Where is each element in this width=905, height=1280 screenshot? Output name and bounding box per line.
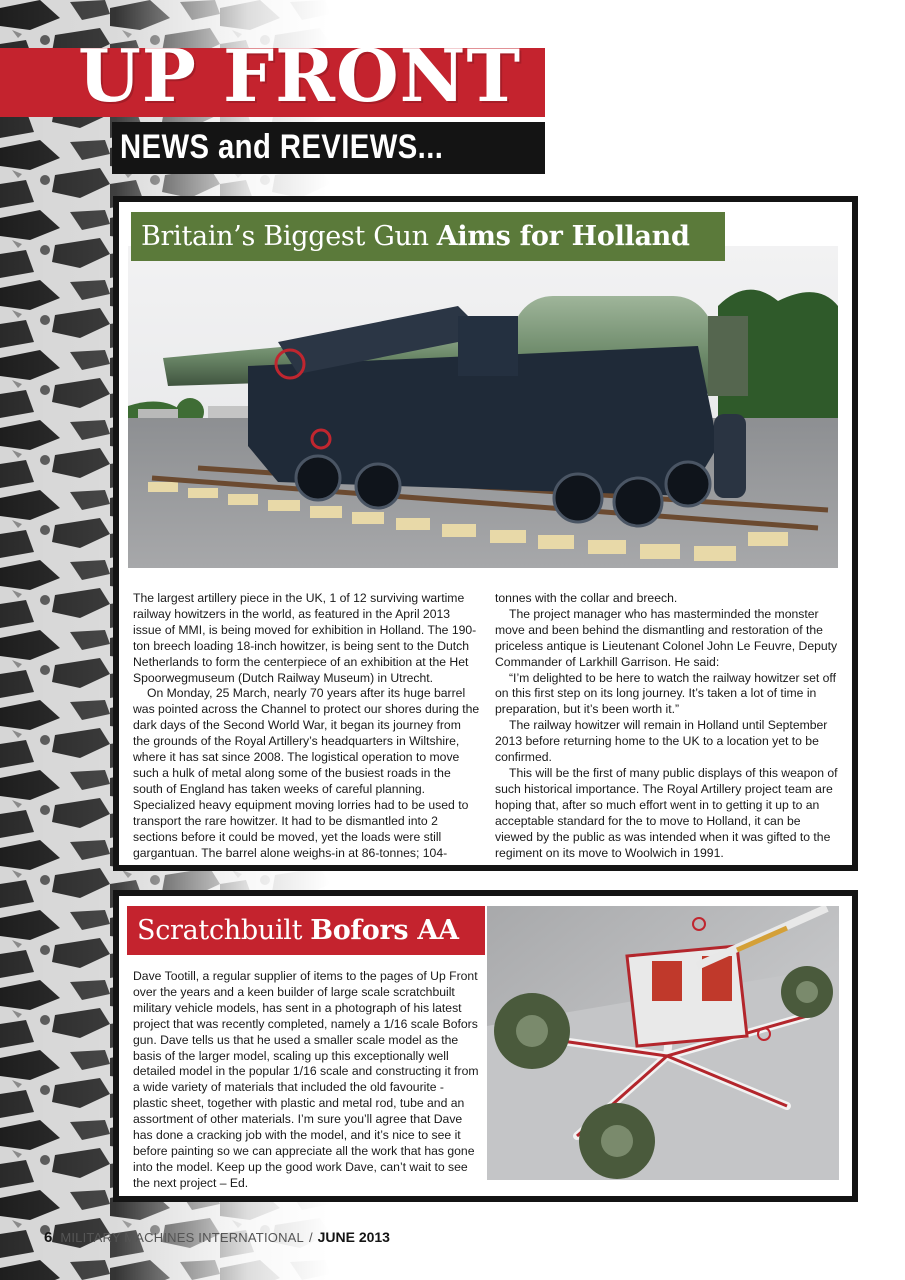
howitzer-photo bbox=[128, 246, 838, 568]
article-headline-howitzer bbox=[131, 212, 725, 261]
footer-separator: / bbox=[308, 1229, 313, 1245]
headline-bold: Aims for Holland bbox=[436, 221, 690, 252]
article-body-bofors bbox=[133, 969, 479, 1192]
issue-date: JUNE 2013 bbox=[317, 1229, 390, 1245]
article-body-column-1 bbox=[133, 591, 481, 861]
section-subtitle: NEWS and REVIEWS... bbox=[120, 128, 444, 166]
paragraph: The project manager who has masterminded the monster move and been behind the dismantling and restoration of the priceless antique is Lieutenant Colonel John Le Feuvre, Deputy Commander of Larkhill Garrison. He said: bbox=[495, 606, 838, 669]
paragraph: tonnes with the collar and breech. bbox=[495, 591, 678, 605]
article-headline-bofors bbox=[127, 906, 485, 955]
section-title: UP FRONT bbox=[78, 33, 522, 118]
magazine-name: MILITARY MACHINES INTERNATIONAL bbox=[60, 1229, 304, 1245]
page-number: 6 bbox=[44, 1228, 53, 1246]
paragraph: The railway howitzer will remain in Holland until September 2013 before returning home to the UK to a location yet to be confirmed. bbox=[495, 718, 828, 765]
bofors-model-photo bbox=[487, 906, 839, 1180]
article-body-column-2 bbox=[495, 591, 841, 861]
paragraph: Dave Tootill, a regular supplier of items to the pages of Up Front over the years and a keen builder of large scale scratchbuilt military vehicle models, has sent in a photograph of his latest project that was recently completed, namely a 1/16 scale Bofors gun. Dave tells us that he used a smaller scale model as the basis of the larger model, scaling up this exceptionally well detailed model in the popular 1/16 scale and constructing it from a wide variety of materials that included the old favourite - plastic sheet, together with plastic and metal rod, tube and an assortment of other materials. I’m sure you’ll agree that Dave has done a cracking job with the model, and it’s nice to see it before painting so we can appreciate all the work that has gone into the model. Keep up the good work Dave, can’t wait to see the next project – Ed. bbox=[133, 969, 479, 1190]
headline-bold: Bofors AA bbox=[310, 915, 459, 946]
page-footer bbox=[44, 1228, 390, 1246]
headline-regular: Britain’s Biggest Gun bbox=[141, 221, 429, 252]
paragraph: The largest artillery piece in the UK, 1 of 12 surviving wartime railway howitzers in the world, as featured in the April 2013 issue of MMI, is being moved for exhibition in Holland. The 190-ton breech loading 18-inch howitzer, is being sent to the Dutch Netherlands to form the centerpiece of an exhibition at the Het Spoorwegmuseum (Dutch Railway Museum) in Utrecht. bbox=[133, 591, 477, 685]
headline-regular: Scratchbuilt bbox=[137, 915, 303, 946]
paragraph: “I’m delighted to be here to watch the railway howitzer set off on this first step on its long journey. It’s taken a lot of time in preparation, but it’s been worth it.” bbox=[495, 670, 836, 717]
paragraph: This will be the first of many public displays of this weapon of such historical importance. The Royal Artillery project team are hoping that, after so much effort went in to getting it up to an acceptable standard for the to move to Holland, it can be viewed by the public as was intended when it was gifted to the regiment on its move to Woolwich in 1991. bbox=[495, 765, 838, 860]
paragraph: On Monday, 25 March, nearly 70 years after its huge barrel was pointed across the Channel to protect our shores during the dark days of the Second World War, it began its journey from the grounds of the Royal Artillery’s headquarters in Wiltshire, where it has sat since 2008. The logistical operation to move such a hulk of metal along some of the busiest roads in the south of England has taken weeks of careful planning. Specialized heavy equipment moving lorries had to be used to transport the rare howitzer. It had to be dismantled into 2 sections before it could be moved, yet the loads were still gargantuan. The barrel alone weighs-in at 86-tonnes; 104- bbox=[133, 686, 480, 860]
